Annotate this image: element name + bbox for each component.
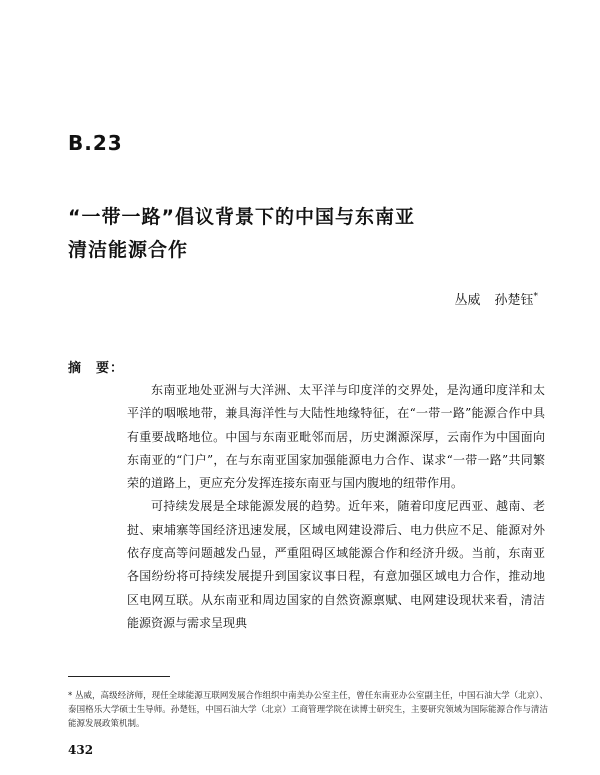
article-title [68,201,538,267]
article-title-line-1: “一带一路”倡议背景下的中国与东南亚 [68,206,415,228]
abstract-paragraph: 东南亚地处亚洲与大洋洲、太平洋与印度洋的交界处，是沟通印度洋和太平洋的咽喉地带，兼具海洋性与大陆性地缘特征，在“一带一路”能源合作中具有重要战略地位。中国与东南亚毗邻而居，历史渊源深厚，云南作为中国面向东南亚的“门户”，在与东南亚国家加强能源电力合作、谋求“一带一路”共同繁荣的道路上，更应充分发挥连接东南亚与国内腹地的纽带作用。 [127,383,545,491]
abstract-paragraph: 可持续发展是全球能源发展的趋势。近年来，随着印度尼西亚、越南、老挝、柬埔寨等国经济迅速发展，区域电网建设滞后、电力供应不足、能源对外依存度高等问题越发凸显，严重阻碍区域能源合作和经济升级。当前，东南亚各国纷纷将可持续发展提升到国家议事日程，有意加强区域电力合作，推动地区电网互联。从东南亚和周边国家的自然资源禀赋、电网建设现状来看，清洁能源资源与需求呈现典 [127,499,545,630]
article-title-line-2: 清洁能源合作 [68,239,189,261]
footnote-marker: * [533,291,538,302]
abstract-body [127,379,545,635]
authors [454,289,538,308]
author-footnote: * 丛威，高级经济师，现任全球能源互联网发展合作组织中南美办公室主任，曾任东南亚办公室副主任，中国石油大学（北京）、泰国格乐大学硕士生导师。孙楚钰，中国石油大学（北京）工商管理学院在读博士研究生，主要研究领域为国际能源合作与清洁能源发展政策机制。 [68,691,548,729]
author-name: 孙楚钰 [494,293,534,308]
footnote-divider [68,676,170,677]
page-number: 432 [68,743,94,757]
author-name: 丛威 [454,293,481,308]
abstract-label: 摘 要： [68,361,125,376]
report-label: B.23 [68,131,123,155]
